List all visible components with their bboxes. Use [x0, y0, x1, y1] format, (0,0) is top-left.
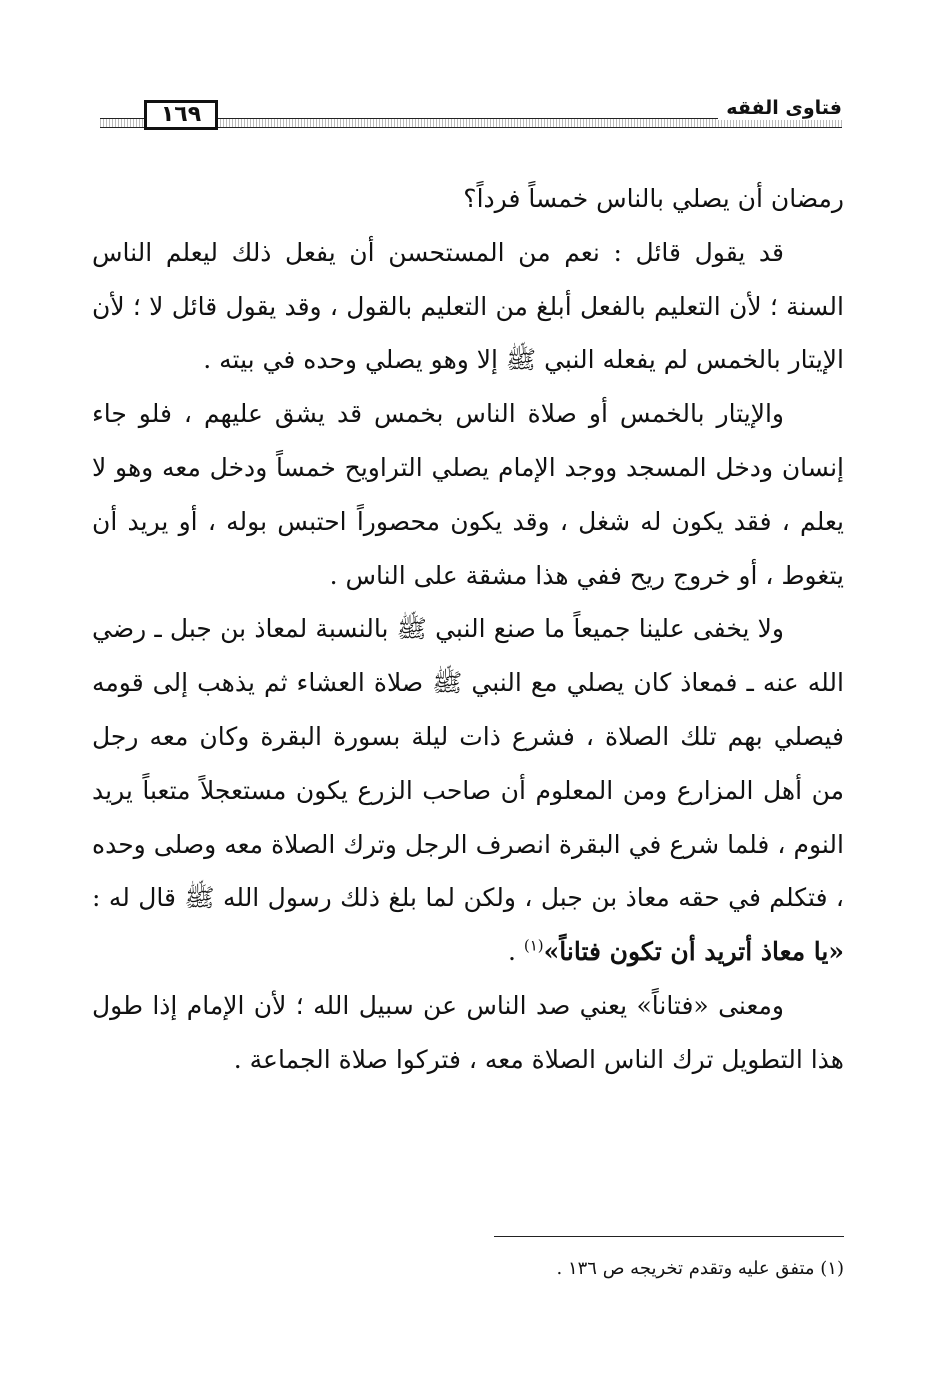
- book-title: فتاوى الفقه: [718, 96, 842, 120]
- paragraph-1: رمضان أن يصلي بالناس خمساً فرداً؟: [463, 184, 844, 213]
- main-text: [92, 172, 844, 1087]
- paragraph-5: ومعنى «فتاناً» يعني صد الناس عن سبيل الله ؛ لأن الإمام إذا طول هذا التطويل ترك الناس الصلاة معه ، فتركوا صلاة الجماعة .: [92, 990, 844, 1074]
- paragraph-3: والإيتار بالخمس أو صلاة الناس بخمس قد يشق عليهم ، فلو جاء إنسان ودخل المسجد ووجد الإمام يصلي التراويح خمساً ودخل معه وهو لا يعلم ، فقد يكون له شغل ، وقد يكون محصوراً احتبس بوله ، أو يريد أن يتغوط ، أو خروج ريح ففي هذا مشقة على الناس .: [92, 399, 844, 590]
- page-header: [100, 96, 842, 136]
- paragraph-2: قد يقول قائل : نعم من المستحسن أن يفعل ذلك ليعلم الناس السنة ؛ لأن التعليم بالفعل أبلغ من التعليم بالقول ، وقد يقول قائل لا ؛ لأن الإيتار بالخمس لم يفعله النبي ﷺ إلا وهو يصلي وحده في بيته .: [92, 237, 844, 375]
- footnote: (١) متفق عليه وتقدم تخريجه ص ١٣٦ .: [556, 1258, 844, 1279]
- footnote-divider: [494, 1236, 844, 1237]
- hadith-quote: «يا معاذ أتريد أن تكون فتاناً»: [543, 937, 844, 967]
- paragraph-4: [92, 602, 844, 979]
- paragraph-4-text: ولا يخفى علينا جميعاً ما صنع النبي ﷺ بالنسبة لمعاذ بن جبل ـ رضي الله عنه ـ فمعاذ كان يصلي مع النبي ﷺ صلاة العشاء ثم يذهب إلى قومه فيصلي بهم تلك الصلاة ، فشرع ذات ليلة بسورة البقرة وكان معه رجل من أهل المزارع ومن المعلوم أن صاحب الزرع يكون مستعجلاً متعباً يريد النوم ، فلما شرع في البقرة انصرف الرجل وترك الصلاة معه وصلى وحده ، فتكلم في حقه معاذ بن جبل ، ولكن لما بلغ ذلك رسول الله ﷺ قال له :: [92, 614, 845, 913]
- paragraph-4-end: .: [507, 937, 524, 967]
- page-number: ١٦٩: [144, 100, 218, 130]
- footnote-reference[interactable]: (١): [523, 936, 544, 955]
